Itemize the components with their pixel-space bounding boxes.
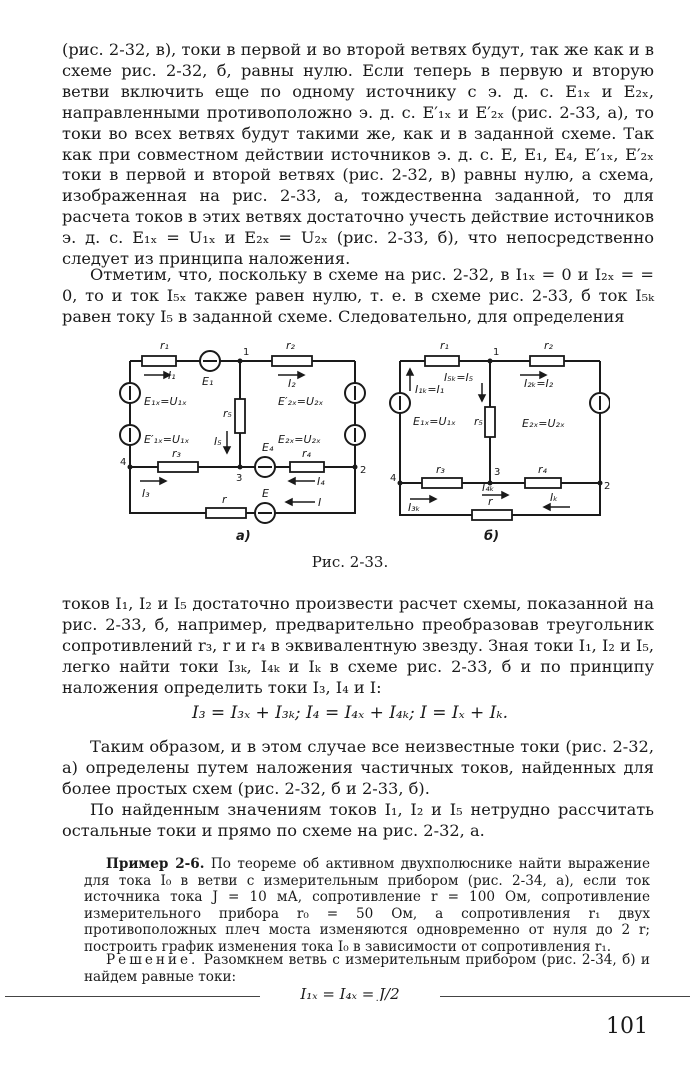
resistor-r5-b	[485, 407, 495, 437]
label-r-a: r	[222, 493, 227, 506]
label-I3-a: I₃	[142, 487, 150, 500]
resistor-r4-b	[525, 478, 561, 488]
label-E1xp-a: E′₁ₓ=U₁ₓ	[144, 433, 190, 446]
label-I1k-b: I₁ₖ=I₁	[415, 383, 445, 396]
resistor-r1-a	[142, 356, 176, 366]
paragraph-4: Таким образом, и в этом случае все неизвестные токи (рис. 2-32, а) определены путем наложения частичных токов, найденных для более простых схем (рис. 2-32, б и 2-33, б).	[62, 737, 654, 798]
paragraph-5: По найденным значениям токов I₁, I₂ и I₅ нетрудно рассчитать остальные токи и прямо по схеме на рис. 2-32, а.	[62, 800, 654, 840]
resistor-r1-b	[425, 356, 459, 366]
node-2-a: 2	[360, 465, 367, 476]
figure-caption: Рис. 2-33.	[311, 553, 389, 571]
solution-formula: I₁ₓ = I₄ₓ = J/2	[300, 985, 400, 1001]
label-I5k-b: I₅ₖ=I₅	[444, 371, 474, 384]
resistor-r4-a	[290, 462, 324, 472]
resistor-r5-a	[235, 399, 245, 433]
node-4-b: 4	[390, 473, 397, 484]
paragraph-2: Отметим, что, поскольку в схеме на рис. 2-32, в I₁ₓ = 0 и I₂ₓ = = 0, то и ток I₅ₓ также равен нулю, т. е. в схеме рис. 2-33, б ток I₅ₖ равен току I₅ в заданной схеме. Следовательно, для определения	[62, 265, 654, 326]
figure-2-33	[110, 335, 610, 550]
paragraph-1: (рис. 2-32, в), токи в первой и во второй ветвях будут, так же как и в схеме рис. 2-32, б, равны нулю. Если теперь в первую и вторую ветви включить еще по одному источнику с э. д. с. E₁ₓ и E₂ₓ, направленными противоположно э. д. с. E′₁ₓ и E′₂ₓ (рис. 2-33, а), то токи во всех ветвях будут такими же, как и в заданной схеме. Так как при совместном действии источников э. д. с. E, E₁, E₄, E′₁ₓ, E′₂ₓ токи в первой и второй ветвях (рис. 2-32, в) равны нулю, а схема, изображенная на рис. 2-33, а, тождественна заданной, то для расчета токов в этих ветвях достаточно учесть действие источников э. д. с. E₁ₓ = U₁ₓ и E₂ₓ = U₂ₓ (рис. 2-33, б), что непосредственно следует из принципа наложения.	[62, 40, 654, 269]
label-I5-a: I₅	[214, 435, 222, 448]
node-1-b: 1	[493, 347, 500, 358]
label-r5-b: r₅	[474, 415, 483, 428]
solution	[84, 952, 650, 985]
page-number: 101	[606, 1014, 648, 1039]
resistor-r3-a	[158, 462, 198, 472]
solution-text: Разомкнем ветвь с измерительным прибором (рис. 2-34, б) и найдем равные токи:	[84, 952, 650, 985]
resistor-r-b	[472, 510, 512, 520]
label-Ik-b: Iₖ	[550, 491, 558, 504]
label-E1-a: E₁	[202, 375, 214, 388]
example-text: По теореме об активном двухполюснике найти выражение для тока I₀ в ветви с измерительным прибором (рис. 2-34, а), если ток источника тока J = 10 мА, сопротивление r = 100 Ом, сопротивление измерительного прибора r₀ = 50 Ом, а сопротивления r₁ двух противоположных плеч моста изменяются одновременно от нуля до 2 r; построить график изменения тока I₀ в зависимости от сопротивления r₁.	[84, 856, 650, 955]
divider-left	[5, 996, 260, 997]
label-I4-a: I₄	[317, 475, 325, 488]
label-r4-a: r₄	[302, 447, 311, 460]
label-E4-a: E₄	[262, 441, 274, 454]
label-I2-a: I₂	[288, 377, 296, 390]
example-heading: Пример 2-6.	[106, 856, 205, 872]
label-r3-b: r₃	[436, 463, 445, 476]
node-3-a: 3	[236, 473, 243, 484]
label-E1x-b: E₁ₓ=U₁ₓ	[413, 415, 456, 428]
label-r3-a: r₃	[172, 447, 181, 460]
label-I4k-b: I₄ₖ	[482, 481, 495, 494]
figure-label-a: а)	[236, 529, 251, 544]
label-I1-a: I₁	[168, 369, 176, 382]
resistor-r2-b	[530, 356, 564, 366]
label-I-a: I	[318, 496, 322, 509]
label-r4-b: r₄	[538, 463, 547, 476]
label-r2-a: r₂	[286, 339, 295, 352]
label-E2xp-a: E′₂ₓ=U₂ₓ	[278, 395, 324, 408]
label-r1-b: r₁	[440, 339, 449, 352]
label-E2x-a: E₂ₓ=U₂ₓ	[278, 433, 321, 446]
label-r-b: r	[488, 495, 493, 508]
solution-heading: Решение.	[106, 952, 199, 968]
label-E2x-b: E₂ₓ=U₂ₓ	[522, 417, 565, 430]
node-1-a: 1	[243, 347, 250, 358]
example-2-6	[84, 856, 650, 956]
label-I3k-b: I₃ₖ	[408, 501, 421, 514]
resistor-r3-b	[422, 478, 462, 488]
label-I2k-b: I₂ₖ=I₂	[524, 377, 554, 390]
label-E-a: E	[262, 487, 269, 500]
resistor-r2-a	[272, 356, 312, 366]
label-r5-a: r₅	[223, 407, 232, 420]
resistor-r-a	[206, 508, 246, 518]
divider-right	[440, 996, 690, 997]
figure-label-b: б)	[484, 529, 500, 544]
formula-superposition: I₃ = I₃ₓ + I₃ₖ; I₄ = I₄ₓ + I₄ₖ; I = Iₓ + Iₖ.	[191, 703, 508, 723]
node-4-a: 4	[120, 457, 127, 468]
paragraph-3: токов I₁, I₂ и I₅ достаточно произвести расчет схемы, показанной на рис. 2-33, б, например, предварительно преобразовав треугольник сопротивлений r₃, r и r₄ в эквивалентную звезду. Зная токи I₁, I₂ и I₅, легко найти токи I₃ₖ, I₄ₖ и Iₖ в схеме рис. 2-33, б и по принципу наложения определить токи I₃, I₄ и I:	[62, 594, 654, 697]
label-E1x-a: E₁ₓ=U₁ₓ	[144, 395, 187, 408]
node-2-b: 2	[604, 481, 610, 492]
label-r2-b: r₂	[544, 339, 553, 352]
node-3-b: 3	[494, 467, 501, 478]
label-r1-a: r₁	[160, 339, 169, 352]
